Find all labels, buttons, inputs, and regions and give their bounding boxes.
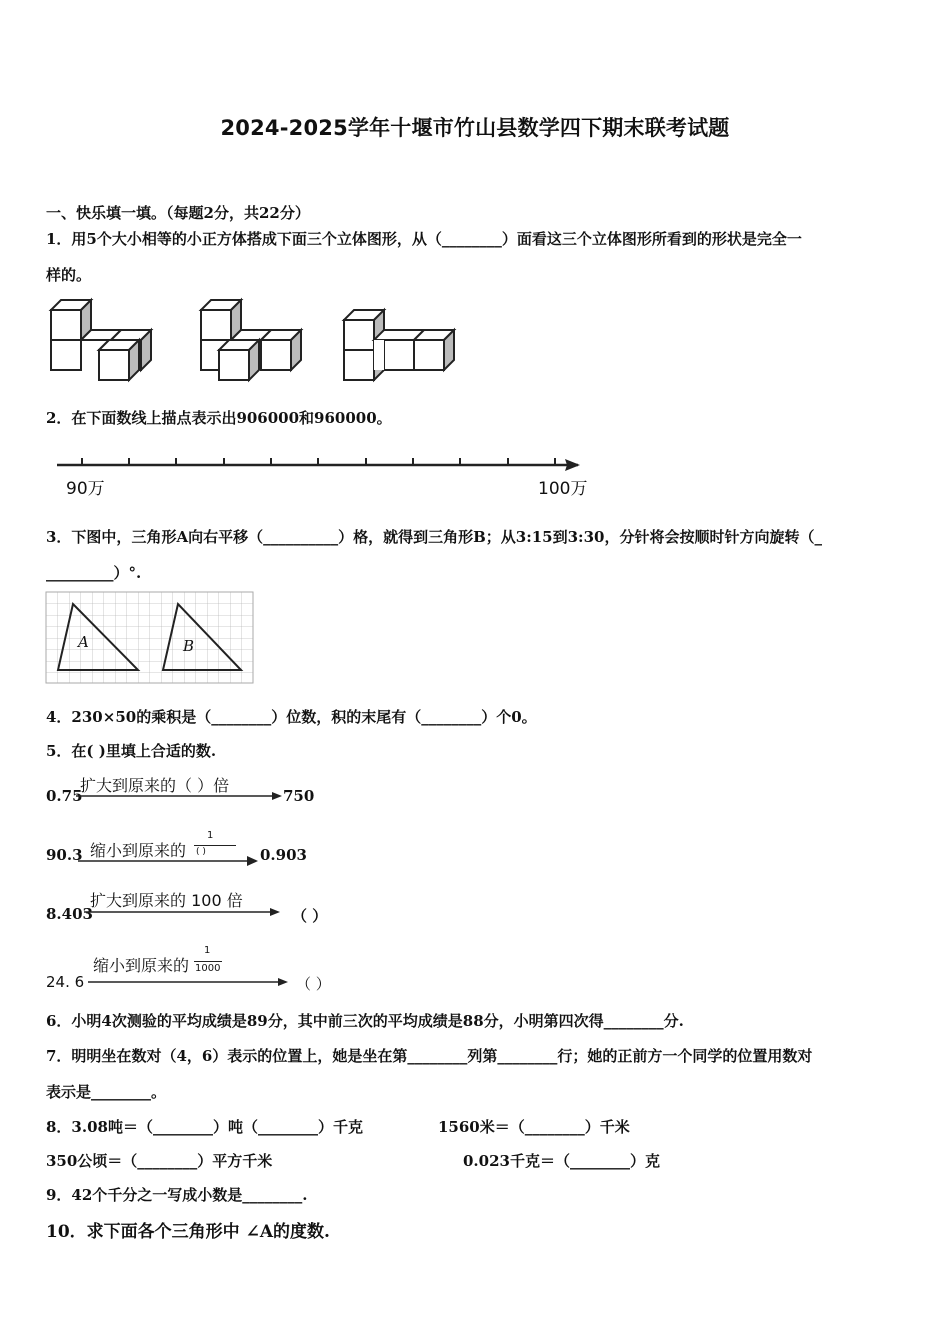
q5-row2-start: 90.3 xyxy=(46,846,83,864)
q5-row4-end: （ ） xyxy=(296,975,331,993)
question-8-c: 350公顷＝（________）平方千米 xyxy=(46,1152,273,1170)
number-line xyxy=(0,440,950,500)
q5-row4-start: 24. 6 xyxy=(46,973,85,991)
q5-row4-fraction-num: 1 xyxy=(204,945,211,956)
q5-row1-end: 750 xyxy=(283,787,315,805)
question-8-a: 8．3.08吨＝（________）吨（________）千克 xyxy=(46,1118,363,1136)
question-3-line-1: 3．下图中，三角形A向右平移（__________）格，就得到三角形B；从3:15到3:30，分针将会按顺时针方向旋转（_ xyxy=(46,528,822,546)
q5-row3-start: 8.403 xyxy=(46,905,93,923)
q5-row1-arrow xyxy=(76,790,286,802)
number-line-start-label: 90万 xyxy=(66,479,105,499)
question-9: 9．42个千分之一写成小数是________. xyxy=(46,1186,308,1204)
triangle-a-label: A xyxy=(78,633,89,651)
q5-row3-end: （ ） xyxy=(292,907,328,925)
question-1-line-2: 样的。 xyxy=(46,266,92,284)
question-3-line-2: _________）°. xyxy=(46,564,142,582)
question-10: 10．求下面各个三角形中 ∠A的度数. xyxy=(46,1222,330,1242)
cube-figure-2 xyxy=(201,300,301,380)
q5-row2-arrow xyxy=(78,855,262,867)
triangle-b-label: B xyxy=(183,637,195,655)
question-4: 4．230×50的乘积是（________）位数，积的末尾有（________）个0。 xyxy=(46,708,537,726)
number-line-end-label: 100万 xyxy=(538,479,588,499)
q5-row1-label: 扩大到原来的（ ）倍 xyxy=(80,776,230,795)
question-7-line-2: 表示是________。 xyxy=(46,1083,167,1101)
q5-row4-arrow xyxy=(88,976,292,988)
q5-row1-start: 0.75 xyxy=(46,787,83,805)
question-7-line-1: 7．明明坐在数对（4，6）表示的位置上，她是坐在第________列第________行；她的正前方一个同学的位置用数对 xyxy=(46,1047,813,1065)
question-8-b: 1560米＝（________）千米 xyxy=(438,1118,630,1136)
q5-row3-arrow xyxy=(84,906,284,918)
q5-row4-label: 缩小到原来的 xyxy=(93,956,190,975)
q5-row3-label: 扩大到原来的 100 倍 xyxy=(90,891,243,910)
q5-row2-fraction-den: ( ) xyxy=(196,847,206,857)
cube-figure-1 xyxy=(51,300,151,380)
question-1-line-1: 1．用5个大小相等的小正方体搭成下面三个立体图形，从（________）面看这三个立体图形所看到的形状是完全一 xyxy=(46,230,802,248)
question-6: 6．小明4次测验的平均成绩是89分，其中前三次的平均成绩是88分，小明第四次得________分. xyxy=(46,1012,684,1030)
question-5: 5．在( )里填上合适的数. xyxy=(46,742,217,760)
q5-row2-end: 0.903 xyxy=(260,846,307,864)
question-8-d: 0.023千克＝（________）克 xyxy=(463,1152,660,1170)
q5-row2-label: 缩小到原来的 xyxy=(90,841,187,860)
question-2: 2．在下面数线上描点表示出906000和960000。 xyxy=(46,409,392,427)
cube-figure-3 xyxy=(344,310,454,380)
q5-row2-fraction-num: 1 xyxy=(207,830,214,841)
page-title: 2024-2025学年十堰市竹山县数学四下期末联考试题 xyxy=(220,116,730,140)
q5-row4-fraction-den: 1000 xyxy=(195,963,221,974)
cube-figures xyxy=(0,0,950,400)
section-heading: 一、快乐填一填。（每题2分，共22分） xyxy=(46,204,310,222)
